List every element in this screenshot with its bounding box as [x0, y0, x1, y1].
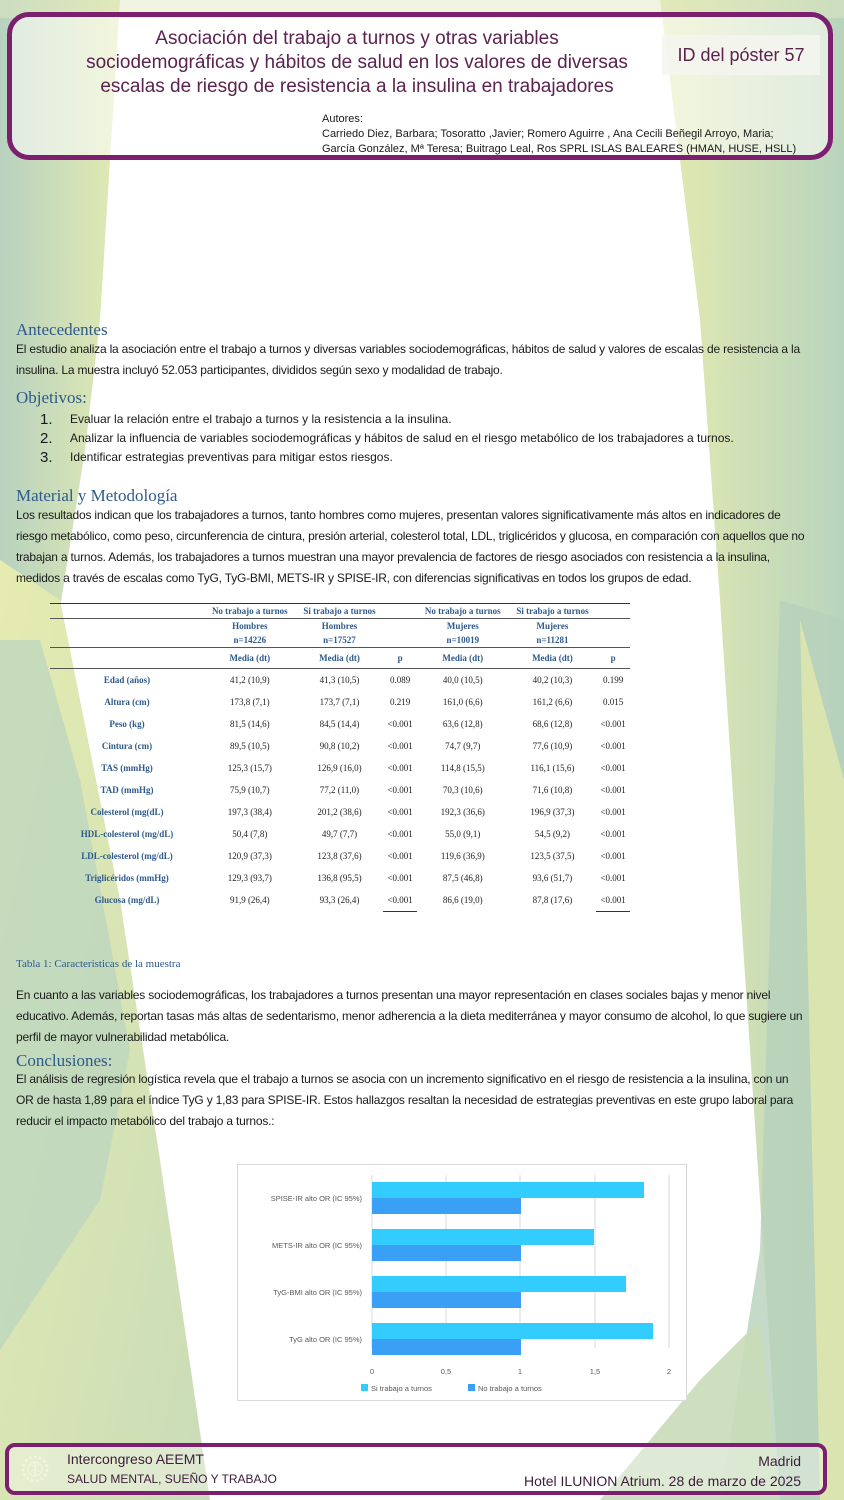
legend-swatch-si	[361, 1384, 368, 1391]
odds-ratio-bar-chart	[237, 1164, 687, 1401]
table-row: TAS (mmHg) 125,3 (15,7) 126,9 (16,0) <0.001 114,8 (15,5) 116,1 (15,6) <0.001	[101, 763, 626, 773]
authors-line-1: Carriedo Diez, Barbara; Tosoratto ,Javier; Romero Aguirre , Ana Cecili Beñegil Arroyo, Maria;	[322, 128, 774, 140]
title-line-2: sociodemográficas y hábitos de salud en los valores de diversas	[86, 52, 628, 73]
column-header: n=17527	[296, 633, 384, 648]
column-header	[383, 604, 417, 619]
list-text: Evaluar la relación entre el trabajo a turnos y la resistencia a la insulina.	[70, 412, 452, 426]
category-label: TyG-BMI alto OR (IC 95%)	[273, 1288, 362, 1297]
x-tick-label: 2	[666, 1367, 672, 1376]
metodologia-heading: Material y Metodología	[16, 486, 178, 505]
metodologia-text: Los resultados indican que los trabajadores a turnos, tanto hombres como mujeres, presentan valores significativamente más altos en indicadores de riesgo metabólico, como peso, circunferencia de cintura, presión arterial, colesterol total, LDL, triglicéridos y glucosa, en comparación con aquellos que no trabajan a turnos. Además, los trabajadores a turnos muestran una mayor prevalencia de factores de riesgo asociados con resistencia a la insulina, medidos a través de escalas como TyG, TyG-BMI, METS-IR y SPISE-IR, con diferencias significativas en todos los grupos de edad.	[16, 508, 805, 585]
column-header: Si trabajo a turnos	[296, 604, 384, 619]
table-row: Edad (años) 41,2 (10,9) 41,3 (10,5) 0.089 40,0 (10,5) 40,2 (10,3) 0.199	[103, 675, 624, 685]
column-header: p	[596, 648, 630, 669]
column-header: Hombres	[232, 621, 268, 631]
column-header	[596, 619, 630, 634]
column-header	[383, 619, 417, 634]
bar-mets-no	[372, 1245, 521, 1261]
aeemt-logo-icon	[19, 1453, 51, 1485]
poster-title	[72, 27, 642, 99]
table-row: HDL-colesterol (mg/dL) 50,4 (7,8) 49,7 (7,7) <0.001 55,0 (9,1) 54,5 (9,2) <0.001	[80, 829, 626, 839]
table-row: Cintura (cm) 89,5 (10,5) 90,8 (10,2) <0.001 74,7 (9,7) 77,6 (10,9) <0.001	[101, 741, 626, 751]
table-row: Altura (cm) 173,8 (7,1) 173,7 (7,1) 0.219 161,0 (6,6) 161,2 (6,6) 0.015	[104, 697, 624, 707]
column-header: Media (dt)	[509, 648, 597, 669]
poster-id-badge: ID del póster 57	[662, 35, 820, 75]
category-label: METS-IR alto OR (IC 95%)	[271, 1241, 362, 1250]
column-header: No trabajo a turnos	[417, 604, 509, 619]
column-header: Si trabajo a turnos	[509, 604, 597, 619]
x-tick-label: 0	[369, 1367, 375, 1376]
list-number: 3.	[40, 449, 53, 466]
authors-block	[322, 112, 796, 157]
legend-label: Si trabajo a turnos	[371, 1384, 432, 1393]
table-header-row	[50, 604, 630, 619]
column-header: n=10019	[417, 633, 509, 648]
objetivo-item	[40, 410, 734, 429]
legend-label: No trabajo a turnos	[478, 1384, 542, 1393]
objetivos-list	[40, 410, 734, 467]
column-header: n=11281	[509, 633, 597, 648]
event-name: Intercongreso AEEMT	[67, 1451, 204, 1467]
table-row: TAD (mmHg) 75,9 (10,7) 77,2 (11,0) <0.001 70,3 (10,6) 71,6 (10,8) <0.001	[100, 785, 626, 795]
bar-spise-si	[372, 1182, 644, 1198]
authors-label: Autores:	[322, 113, 363, 125]
table-header-row	[50, 633, 630, 648]
table-row: Colesterol (mg(dL) 197,3 (38,4) 201,2 (38,6) <0.001 192,3 (36,6) 196,9 (37,3) <0.001	[90, 807, 626, 817]
column-header: Media (dt)	[417, 648, 509, 669]
column-header: No trabajo a turnos	[204, 604, 296, 619]
event-city: Madrid	[758, 1453, 801, 1469]
chart-legend	[361, 1384, 542, 1393]
objetivo-item	[40, 448, 734, 467]
column-header	[596, 604, 630, 619]
bar-tyg-no	[372, 1339, 521, 1355]
table-row: LDL-colesterol (mg/dL) 120,9 (37,3) 123,8 (37,6) <0.001 119,6 (36,9) 123,5 (37,5) <0.001	[81, 851, 626, 861]
sociodemographic-text: En cuanto a las variables sociodemográficas, los trabajadores a turnos presentan una mayor representación en clases sociales bajas y menor nivel educativo. Además, reportan tasas más altas de sedentarismo, menor adherencia a la dieta mediterránea y mayor consumo de alcohol, lo que sugiere un perfil de mayor vulnerabilidad metabólica.	[16, 988, 803, 1044]
list-text: Identificar estrategias preventivas para mitigar estos riesgos.	[70, 450, 393, 464]
poster-footer	[5, 1443, 827, 1495]
list-text: Analizar la influencia de variables sociodemográficas y hábitos de salud en el riesgo metabólico de los trabajadores a turnos.	[70, 431, 734, 445]
column-header: Media (dt)	[296, 648, 384, 669]
bar-spise-no	[372, 1198, 521, 1214]
objetivo-item	[40, 429, 734, 448]
poster-header	[7, 12, 833, 160]
category-label: TyG alto OR (IC 95%)	[289, 1335, 362, 1344]
legend-swatch-no	[468, 1384, 475, 1391]
title-line-3: escalas de riesgo de resistencia a la insulina en trabajadores	[100, 76, 614, 97]
objetivos-heading: Objetivos:	[16, 388, 87, 407]
list-number: 2.	[40, 430, 53, 447]
title-line-1: Asociación del trabajo a turnos y otras variables	[155, 28, 559, 49]
table-row: Glucosa (mg/dL) 91,9 (26,4) 93,3 (26,4) <0.001 86,6 (19,0) 87,8 (17,6) <0.001	[50, 889, 630, 912]
event-subtitle: SALUD MENTAL, SUEÑO Y TRABAJO	[67, 1472, 277, 1486]
category-label: SPISE-IR alto OR (IC 95%)	[270, 1194, 362, 1203]
table-header-row	[50, 619, 630, 634]
conclusiones-heading: Conclusiones:	[16, 1051, 113, 1070]
column-header: Mujeres	[446, 621, 479, 631]
table-row: Triglicéridos (mmHg) 129,3 (93,7) 136,8 (95,5) <0.001 87,5 (46,8) 93,6 (51,7) <0.001	[85, 873, 626, 883]
antecedentes-text: El estudio analiza la asociación entre el trabajo a turnos y diversas variables sociodemográficas, hábitos de salud y valores de escalas de resistencia a la insulina. La muestra incluyó 52.053 participantes, divididos según sexo y modalidad de trabajo.	[16, 342, 800, 377]
authors-line-2: García González, Mª Teresa; Buitrago Leal, Ros SPRL ISLAS BALEARES (HMAN, HUSE, HSLL)	[322, 143, 797, 155]
table-caption: Tabla 1: Caracteristicas de la muestra	[16, 958, 181, 970]
list-number: 1.	[40, 411, 53, 428]
column-header	[383, 633, 417, 648]
bar-tyg-si	[372, 1323, 653, 1339]
event-venue-date: Hotel ILUNION Atrium. 28 de marzo de 2025	[523, 1473, 801, 1489]
antecedentes-heading: Antecedentes	[16, 320, 108, 339]
bar-tygbmi-si	[372, 1276, 626, 1292]
sample-characteristics-table	[50, 603, 630, 912]
column-header: n=14226	[204, 633, 296, 648]
x-tick-label: 1,5	[589, 1367, 601, 1376]
column-header: Media (dt)	[204, 648, 296, 669]
x-tick-label: 1	[517, 1367, 523, 1376]
bar-mets-si	[372, 1229, 594, 1245]
column-header: Mujeres	[536, 621, 569, 631]
column-header: Hombres	[321, 621, 358, 631]
table-header-row	[50, 648, 630, 669]
conclusiones-text: El análisis de regresión logística revela que el trabajo a turnos se asocia con un incremento significativo en el riesgo de resistencia a la insulina, con un OR de hasta 1,89 para el índice TyG y 1,83 para SPISE-IR. Estos hallazgos resaltan la necesidad de estrategias preventivas en este grupo laboral para reducir el impacto metabólico del trabajo a turnos.:	[16, 1072, 794, 1128]
bar-tygbmi-no	[372, 1292, 521, 1308]
column-header: p	[383, 648, 417, 669]
table-row: Peso (kg) 81,5 (14,6) 84,5 (14,4) <0.001 63,6 (12,8) 68,6 (12,8) <0.001	[109, 719, 626, 729]
x-tick-label: 0,5	[440, 1367, 452, 1376]
column-header	[596, 633, 630, 648]
